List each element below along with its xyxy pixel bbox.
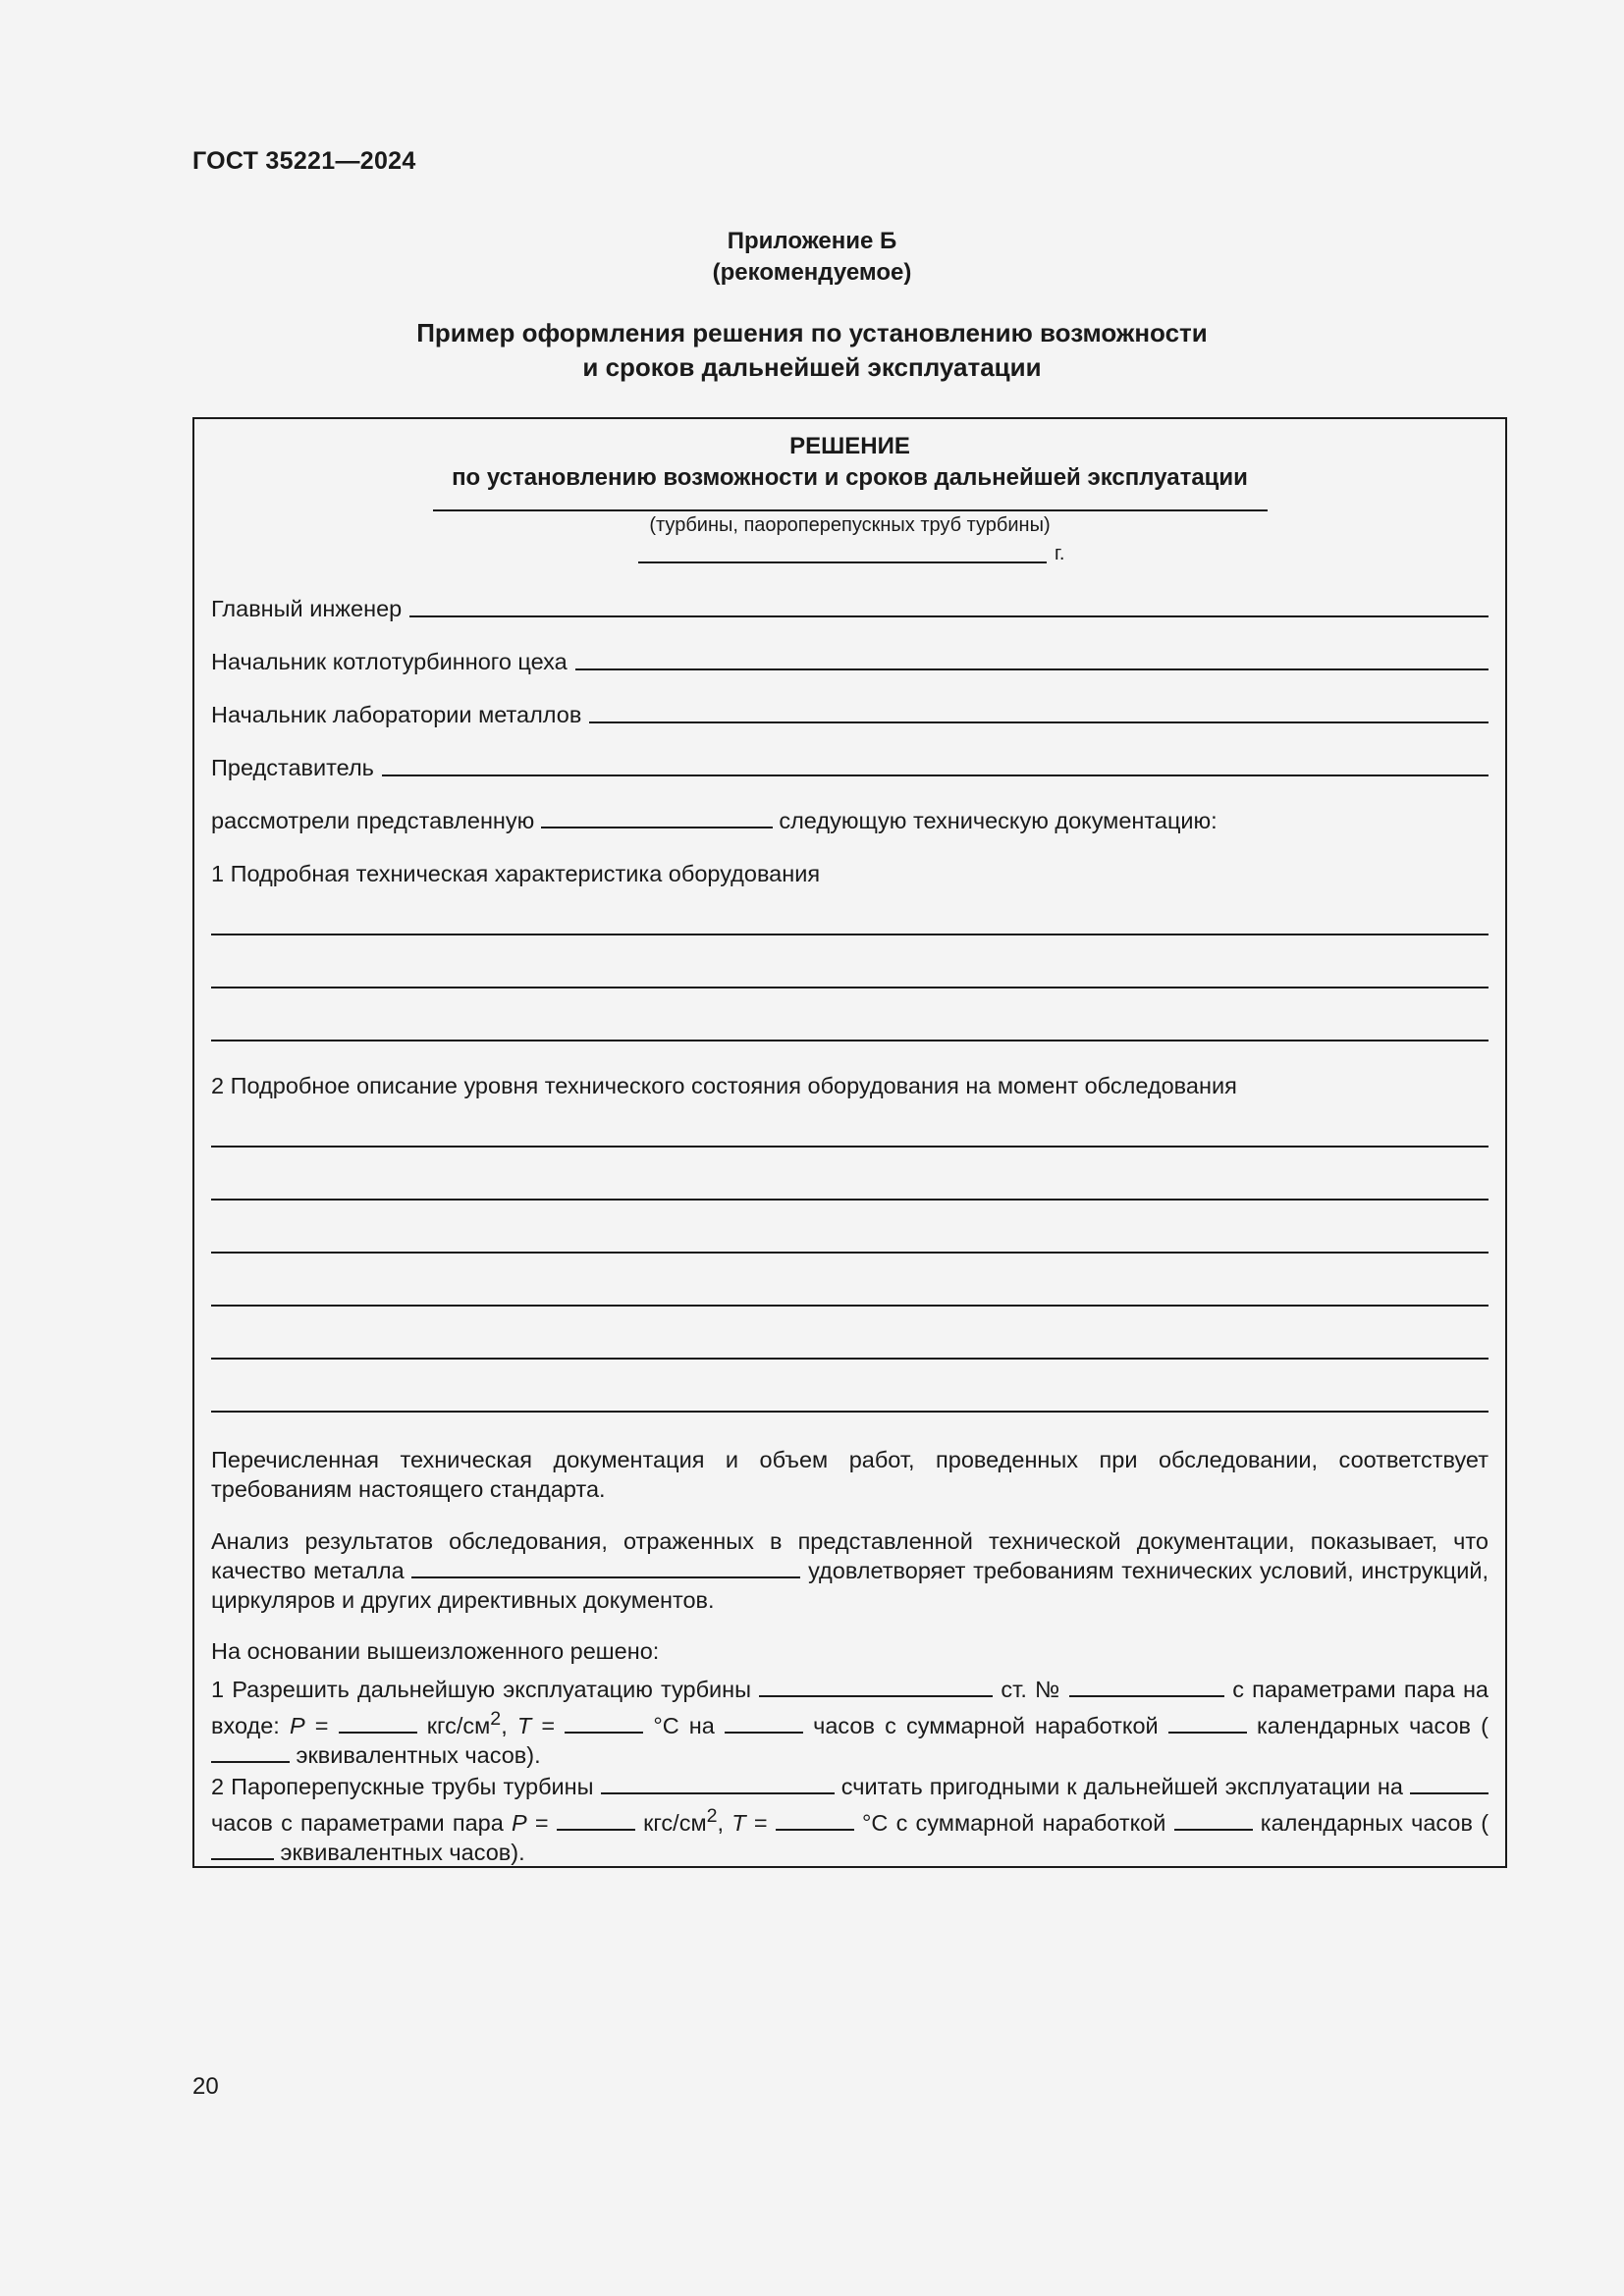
annex-title-line-1: Пример оформления решения по установлению возможности (416, 318, 1208, 347)
equals-sign: = (541, 1712, 556, 1738)
equals-sign: = (534, 1809, 549, 1836)
open-paren: ( (1481, 1712, 1489, 1738)
superscript-2: 2 (490, 1708, 502, 1730)
pressure-blank[interactable] (339, 1712, 417, 1734)
total-operating-blank[interactable] (1168, 1712, 1247, 1734)
pipes-total-operating-blank[interactable] (1174, 1809, 1253, 1831)
item-1-line[interactable] (211, 934, 1489, 935)
decision-1-text-c: с параметрами пара на входе: (211, 1677, 1489, 1738)
pipes-temperature-blank[interactable] (776, 1809, 854, 1831)
annex-title-line-2: и сроков дальнейшей эксплуатации (582, 352, 1042, 382)
pipes-equivalent-hours-blank[interactable] (211, 1839, 274, 1860)
equivalent-hours-text: эквивалентных часов). (296, 1741, 541, 1768)
decision-intro: На основании вышеизложенного решено: (211, 1638, 660, 1664)
annex-label (0, 226, 1624, 289)
form-title: РЕШЕНИЕ (789, 433, 910, 459)
comma: , (501, 1712, 508, 1738)
metals-lab-head-field (211, 700, 1489, 729)
equals-sign: = (314, 1712, 329, 1738)
decision-1-text-a: 1 Разрешить дальнейшую эксплуатацию турбины (211, 1677, 752, 1702)
chief-engineer-field (211, 594, 1489, 623)
annex-name: Приложение Б (727, 228, 897, 254)
item-2-line[interactable] (211, 1199, 1489, 1201)
item-2-title: 2 Подробное описание уровня технического состояния оборудования на момент обследования (211, 1073, 1237, 1098)
temperature-symbol: T (731, 1809, 746, 1836)
boiler-turbine-head-label: Начальник котлотурбинного цеха (211, 649, 568, 674)
pressure-symbol: P (289, 1712, 305, 1738)
pressure-unit (643, 1805, 725, 1836)
analysis-paragraph (211, 1526, 1489, 1615)
metals-lab-head-label: Начальник лаборатории металлов (211, 702, 582, 727)
annex-status: (рекомендуемое) (712, 259, 912, 286)
object-caption: (турбины, паороперепускных труб турбины) (649, 514, 1051, 536)
decision-2-text-b: считать пригодными к дальнейшей эксплуатации на (840, 1774, 1403, 1799)
decision-form (192, 417, 1507, 1868)
date-blank-line[interactable] (638, 561, 1047, 563)
decision-2-text-a: 2 Пароперепускные трубы турбины (211, 1774, 594, 1799)
annex-title (0, 316, 1624, 385)
compliance-paragraph: Перечисленная техническая документация и объем работ, проведенных при обследовании, соответствует требованиям настоящего стандарта. (211, 1447, 1489, 1502)
page-number: 20 (192, 2073, 219, 2100)
boiler-turbine-head-field (211, 647, 1489, 676)
calendar-hours-text: календарных часов (1256, 1712, 1472, 1738)
equivalent-hours-text: эквивалентных часов). (280, 1839, 525, 1865)
metals-lab-head-blank[interactable] (589, 721, 1489, 723)
decision-2-total-text: с суммарной наработкой (895, 1809, 1166, 1836)
hours-blank[interactable] (725, 1712, 803, 1734)
year-suffix: г. (1055, 543, 1065, 564)
temperature-symbol: T (516, 1712, 532, 1738)
turbine-blank[interactable] (759, 1676, 993, 1697)
item-2-line[interactable] (211, 1411, 1489, 1413)
item-2-line[interactable] (211, 1146, 1489, 1148)
analysis-text-a: Анализ результатов обследования, отраженных в представленной технической документации, показывает, что качество металла (211, 1528, 1489, 1583)
pipes-pressure-blank[interactable] (557, 1809, 635, 1831)
item-2-line[interactable] (211, 1305, 1489, 1307)
chief-engineer-blank[interactable] (409, 615, 1489, 617)
equivalent-hours-blank[interactable] (211, 1741, 290, 1763)
document-code: ГОСТ 35221—2024 (192, 147, 416, 175)
item-1-title: 1 Подробная техническая характеристика оборудования (211, 861, 821, 886)
temperature-unit-on: °С на (653, 1712, 715, 1738)
decision-2 (211, 1772, 1489, 1867)
reviewed-prefix: рассмотрели представленную (211, 808, 535, 833)
item-2-line[interactable] (211, 1252, 1489, 1254)
station-number-blank[interactable] (1069, 1676, 1224, 1697)
pressure-unit-text: кгс/см (643, 1809, 707, 1836)
reviewed-blank[interactable] (541, 807, 773, 828)
chief-engineer-label: Главный инженер (211, 596, 403, 621)
representative-blank[interactable] (382, 774, 1489, 776)
comma: , (717, 1809, 725, 1836)
pipes-hours-blank[interactable] (1410, 1773, 1489, 1794)
item-1-line[interactable] (211, 987, 1489, 988)
representative-label: Представитель (211, 755, 374, 780)
temperature-blank[interactable] (565, 1712, 643, 1734)
object-blank-line[interactable] (433, 509, 1268, 511)
station-number-label: ст. № (1001, 1677, 1061, 1702)
superscript-2: 2 (706, 1805, 718, 1827)
form-subtitle: по установлению возможности и сроков дальнейшей эксплуатации (452, 464, 1248, 491)
form-heading (194, 431, 1505, 494)
decision-1 (211, 1675, 1489, 1770)
temperature-unit: °С (862, 1809, 889, 1836)
calendar-hours-text: календарных часов ( (1260, 1809, 1489, 1836)
hours-total-text: часов с суммарной наработкой (813, 1712, 1159, 1738)
reviewed-line (211, 806, 1218, 835)
equals-sign: = (753, 1809, 768, 1836)
item-1-line[interactable] (211, 1040, 1489, 1041)
pressure-unit-text: кгс/см (426, 1712, 491, 1738)
item-2-line[interactable] (211, 1358, 1489, 1360)
pipes-turbine-blank[interactable] (601, 1773, 835, 1794)
reviewed-suffix: следующую техническую документацию: (779, 808, 1218, 833)
metal-quality-blank[interactable] (411, 1557, 800, 1578)
boiler-turbine-head-blank[interactable] (575, 668, 1489, 670)
decision-2-text-c: часов с параметрами пара (211, 1809, 504, 1836)
pressure-symbol: P (512, 1809, 527, 1836)
representative-field (211, 753, 1489, 782)
analysis-text-b: удовлетворяет требованиям технических условий, инструкций, циркуляров и других директивных документов. (211, 1558, 1489, 1613)
pressure-unit (426, 1708, 508, 1738)
